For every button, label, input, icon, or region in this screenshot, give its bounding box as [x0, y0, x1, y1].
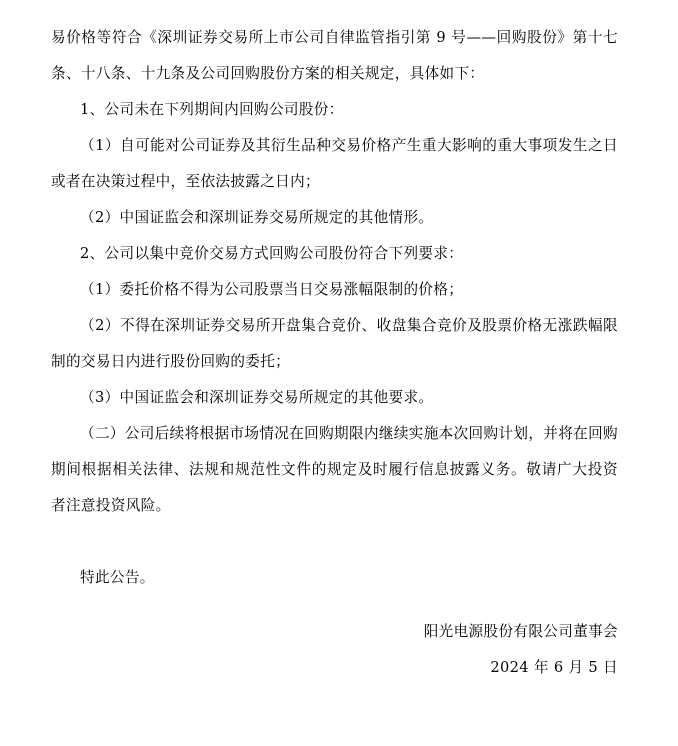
paragraph-item-2: 2、公司以集中竞价交易方式回购公司股份符合下列要求：: [80, 245, 464, 262]
paragraph-continuation: 易价格等符合《深圳证券交易所上市公司自律监管指引第 9 号——回购股份》第十七条、十八条、十九条及公司回购股份方案的相关规定，具体如下：: [51, 29, 618, 82]
closing-statement: 特此公告。: [80, 569, 155, 586]
paragraph-item-2-3: （3）中国证监会和深圳证券交易所规定的其他要求。: [80, 389, 434, 406]
document-body: [51, 20, 618, 686]
paragraph-item-2-2: （2）不得在深圳证券交易所开盘集合竞价、收盘集合竞价及股票价格无涨跌幅限制的交易日内进行股份回购的委托；: [51, 317, 618, 370]
paragraph-section-2: （二）公司后续将根据市场情况在回购期限内继续实施本次回购计划，并将在回购期间根据相关法律、法规和规范性文件的规定及时履行信息披露义务。敬请广大投资者注意投资风险。: [51, 425, 618, 514]
paragraph-item-2-1: （1）委托价格不得为公司股票当日交易涨幅限制的价格；: [80, 281, 464, 298]
paragraph-item-1: 1、公司未在下列期间内回购公司股份：: [80, 101, 344, 118]
signature-company: 阳光电源股份有限公司董事会: [423, 623, 618, 640]
signature-date: 2024 年 6 月 5 日: [490, 659, 618, 676]
paragraph-item-1-1: （1）自可能对公司证券及其衍生品种交易价格产生重大影响的重大事项发生之日或者在决策过程中，至依法披露之日内；: [51, 137, 618, 190]
paragraph-item-1-2: （2）中国证监会和深圳证券交易所规定的其他情形。: [80, 209, 434, 226]
